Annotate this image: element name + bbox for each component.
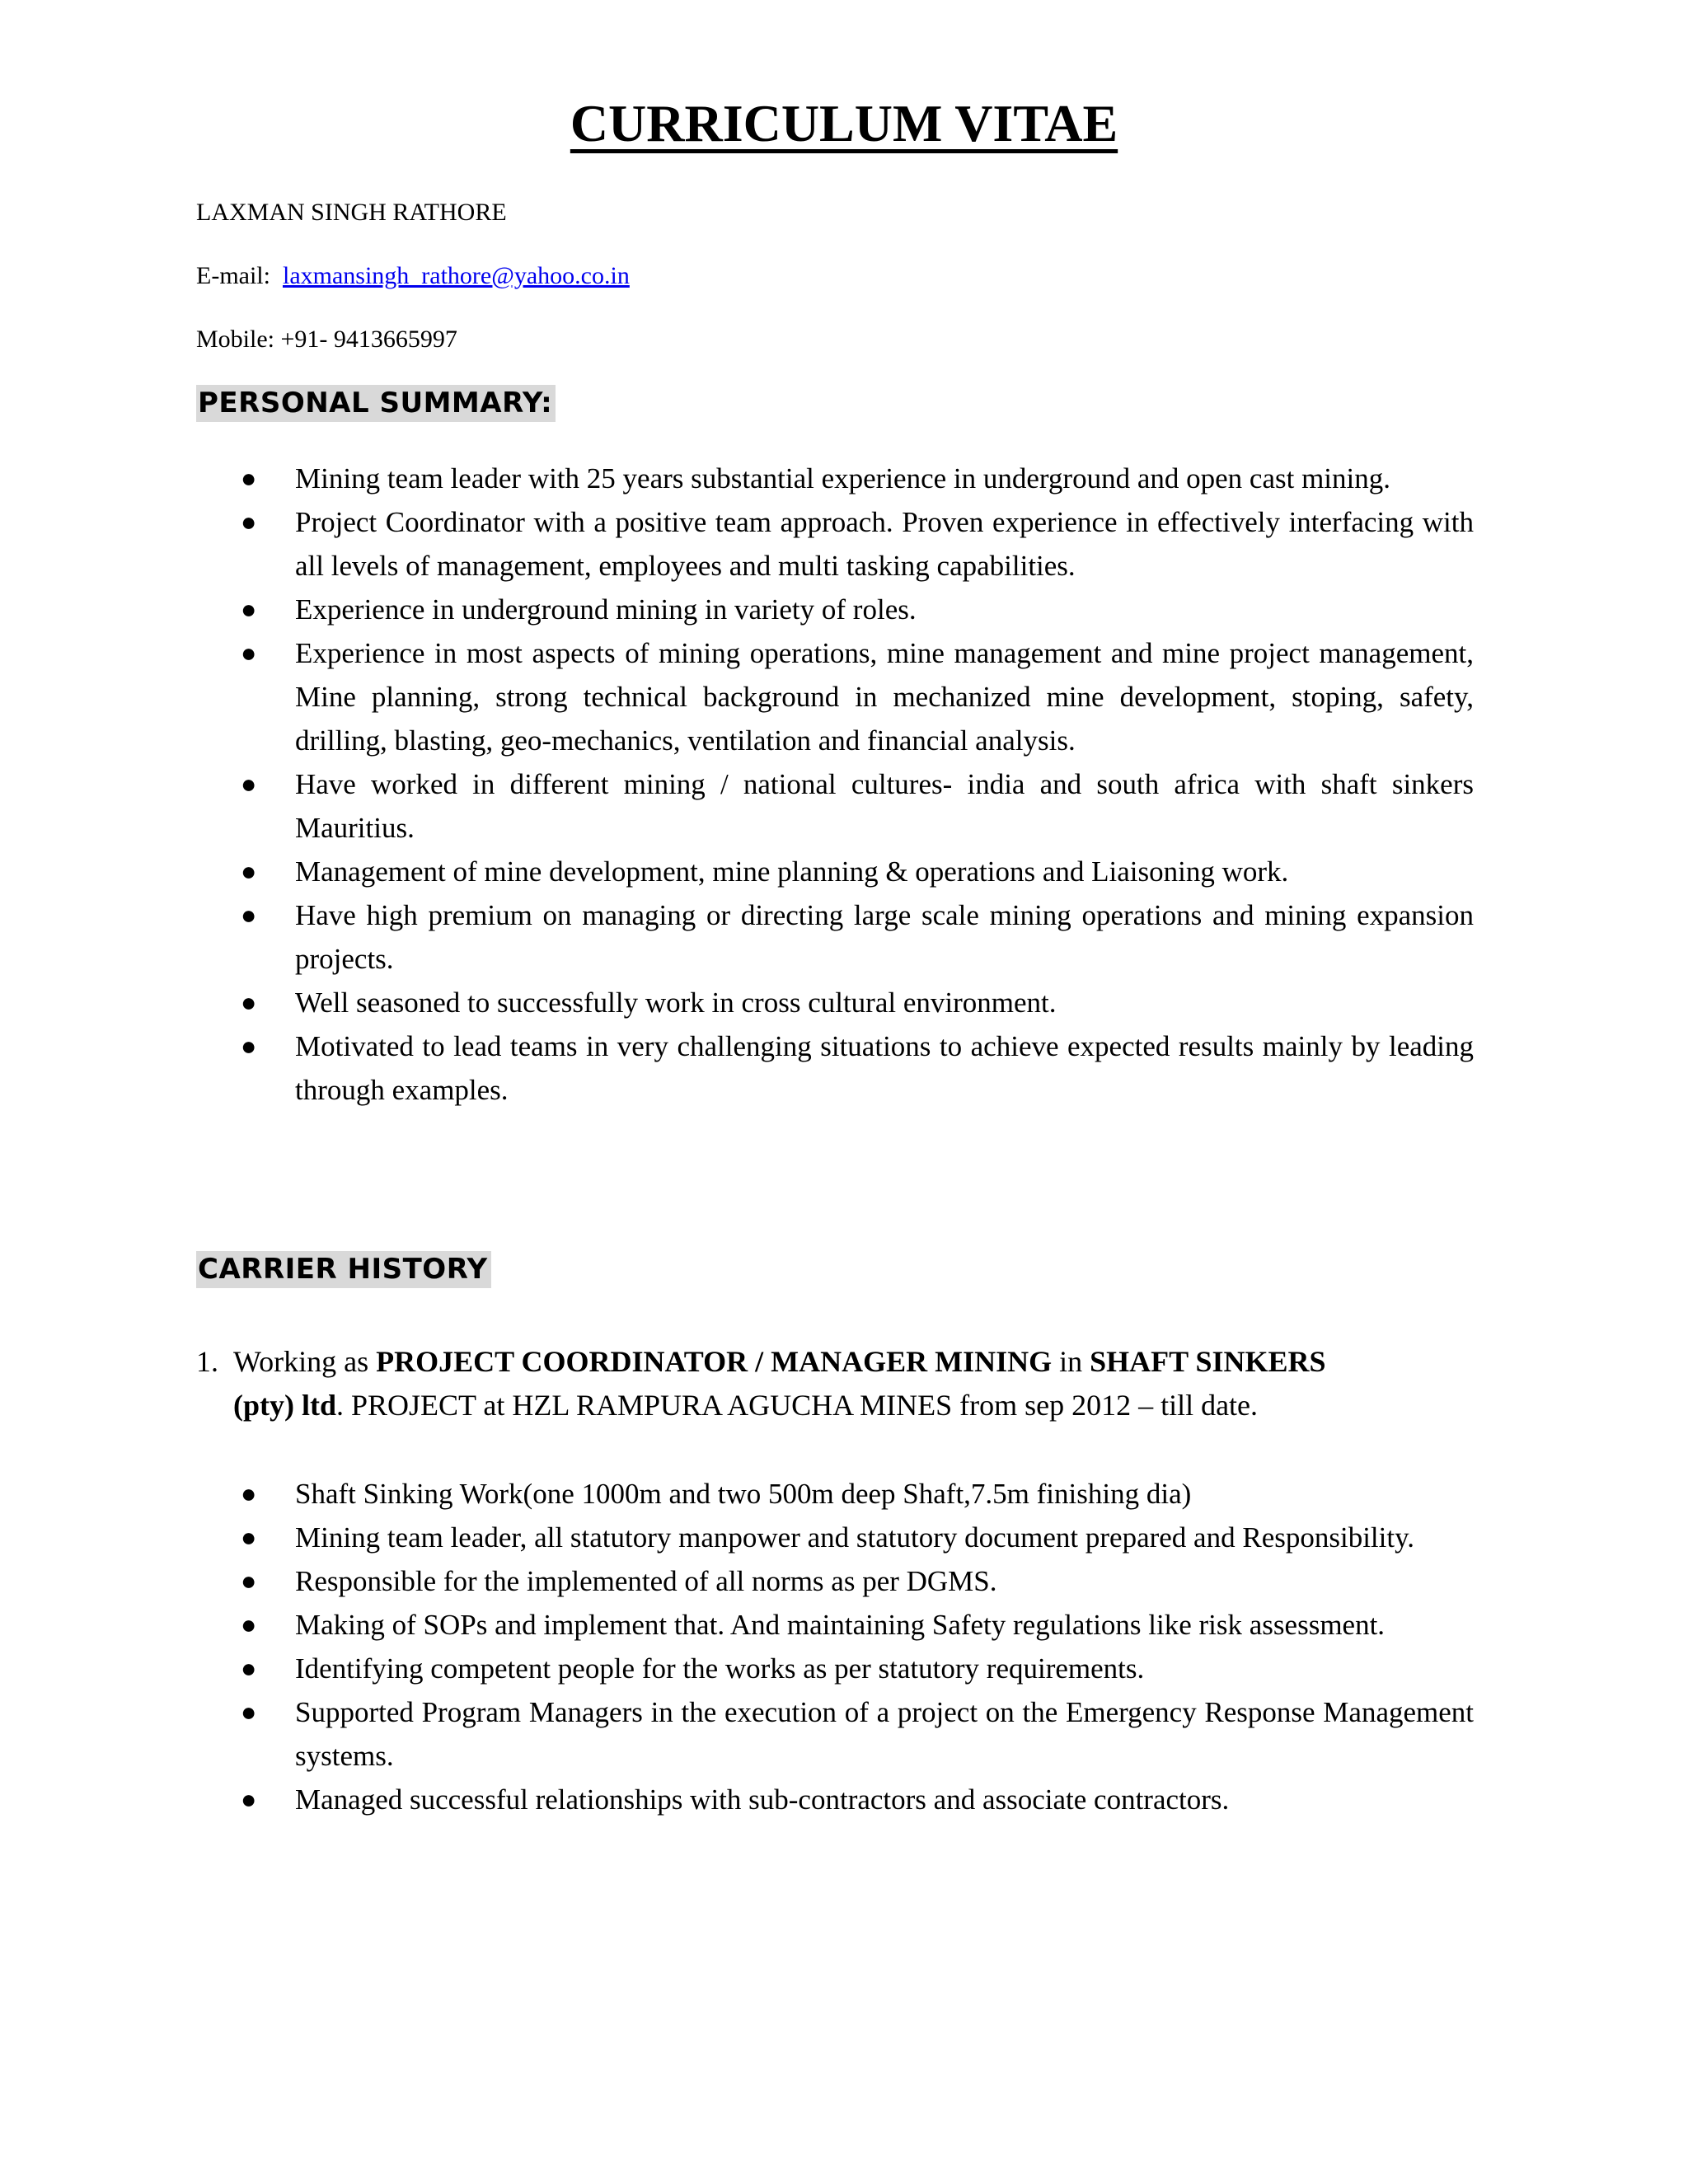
job-prefix: Working as [233, 1345, 377, 1378]
bullet-icon: ● [241, 900, 257, 930]
list-item: ● Motivated to lead teams in very challenging situations to achieve expected results mainly by leading through examples. [196, 1024, 1474, 1112]
list-item: ● Project Coordinator with a positive team approach. Proven experience in effectively interfacing with all levels of management, employees and multi tasking capabilities. [196, 500, 1474, 588]
list-item: ● Shaft Sinking Work(one 1000m and two 500m deep Shaft,7.5m finishing dia) [196, 1472, 1474, 1516]
list-item: ● Mining team leader with 25 years substantial experience in underground and open cast mining. [196, 457, 1474, 500]
carrier-history-heading: CARRIER HISTORY [196, 1251, 491, 1288]
candidate-name: LAXMAN SINGH RATHORE [196, 199, 507, 226]
list-item: ● Well seasoned to successfully work in cross cultural environment. [196, 981, 1474, 1024]
document-title: CURRICULUM VITAE [570, 94, 1118, 152]
list-item: ● Have worked in different mining / national cultures- india and south africa with shaft sinkers Mauritius. [196, 762, 1474, 850]
email-label: E-mail: [196, 262, 270, 289]
job-in: in [1052, 1345, 1090, 1378]
job-entry-1 [196, 1340, 1474, 1427]
bullet-icon: ● [241, 463, 257, 493]
email-line [196, 261, 630, 291]
bullet-icon: ● [241, 987, 257, 1017]
list-item: ● Mining team leader, all statutory manpower and statutory document prepared and Responsibility. [196, 1516, 1474, 1559]
bullet-icon: ● [241, 1697, 257, 1727]
personal-summary-heading: PERSONAL SUMMARY: [196, 385, 556, 422]
list-item: ● Managed successful relationships with sub-contractors and associate contractors. [196, 1778, 1474, 1821]
bullet-icon: ● [241, 594, 257, 624]
list-item: ● Experience in most aspects of mining operations, mine management and mine project management, Mine planning, strong technical background in mechanized mine development, stoping, safety, drilling, blasting, geo-mechanics, ventilation and financial analysis. [196, 631, 1474, 762]
bullet-icon: ● [241, 638, 257, 668]
bullet-icon: ● [241, 1522, 257, 1552]
email-link[interactable]: laxmansingh_rathore@yahoo.co.in [282, 262, 630, 289]
mobile-line: Mobile: +91- 9413665997 [196, 326, 457, 353]
bullet-icon: ● [241, 1031, 257, 1061]
list-item: ● Have high premium on managing or directing large scale mining operations and mining expansion projects. [196, 893, 1474, 981]
list-item: ● Experience in underground mining in variety of roles. [196, 588, 1474, 631]
bullet-icon: ● [241, 1784, 257, 1814]
bullet-icon: ● [241, 1653, 257, 1683]
job-role: PROJECT COORDINATOR / MANAGER MINING [376, 1345, 1053, 1378]
job-1-responsibilities [196, 1472, 1474, 1821]
job-company-cont: (pty) ltd [233, 1389, 336, 1422]
list-item: ● Management of mine development, mine planning & operations and Liaisoning work. [196, 850, 1474, 893]
bullet-icon: ● [241, 507, 257, 537]
personal-summary-list [196, 457, 1474, 1112]
job-details: . PROJECT at HZL RAMPURA AGUCHA MINES from sep 2012 – till date. [336, 1389, 1259, 1422]
bullet-icon: ● [241, 1610, 257, 1639]
list-item: ● Making of SOPs and implement that. And maintaining Safety regulations like risk assessment. [196, 1603, 1474, 1647]
bullet-icon: ● [241, 1479, 257, 1508]
bullet-icon: ● [241, 856, 257, 886]
bullet-icon: ● [241, 769, 257, 799]
list-item: ● Responsible for the implemented of all norms as per DGMS. [196, 1559, 1474, 1603]
list-item: ● Supported Program Managers in the execution of a project on the Emergency Response Management systems. [196, 1690, 1474, 1778]
job-number: 1. [196, 1345, 218, 1378]
job-company: SHAFT SINKERS [1090, 1345, 1326, 1378]
bullet-icon: ● [241, 1566, 257, 1596]
list-item: ● Identifying competent people for the works as per statutory requirements. [196, 1647, 1474, 1690]
